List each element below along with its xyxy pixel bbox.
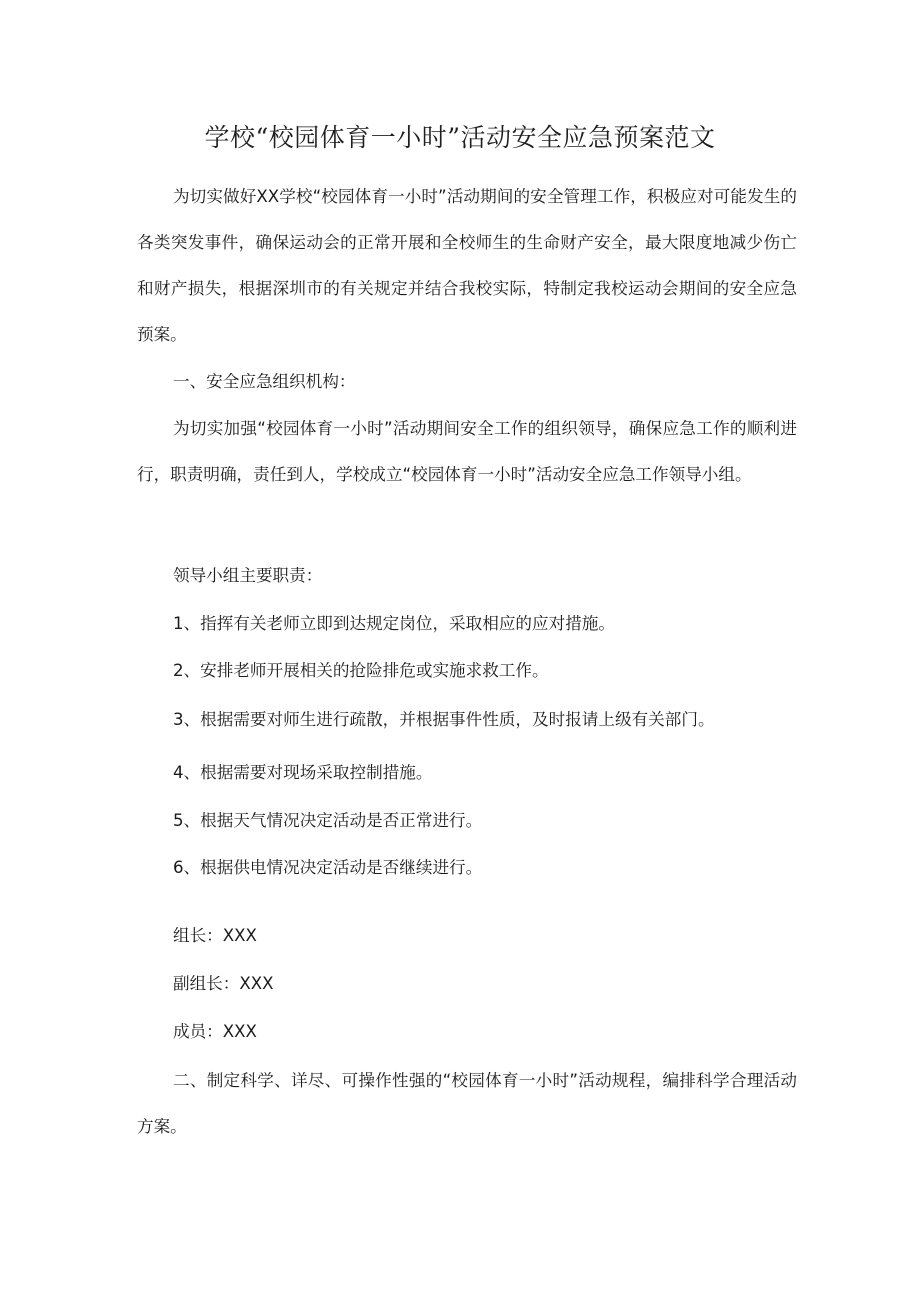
duty-item-4: 4、根据需要对现场采取控制措施。	[173, 763, 433, 782]
member-members: 成员：XXX	[173, 1022, 257, 1041]
section2-paragraph: 二、制定科学、详尽、可操作性强的“校园体育一小时”活动规程，编排科学合理活动方案。	[137, 1071, 797, 1136]
duty-item-3: 3、根据需要对师生进行疏散，并根据事件性质，及时报请上级有关部门。	[173, 710, 715, 729]
intro-paragraph: 为切实做好XX学校“校园体育一小时”活动期间的安全管理工作，积极应对可能发生的各类突发事件，确保运动会的正常开展和全校师生的生命财产安全，最大限度地减少伤亡和财产损失，根据深圳市的有关规定并结合我校实际，特制定我校运动会期间的安全应急预案。	[137, 187, 797, 344]
duties-heading: 领导小组主要职责：	[173, 566, 323, 585]
document-title: 学校“校园体育一小时”活动安全应急预案范文	[204, 123, 716, 152]
duty-item-2: 2、安排老师开展相关的抢险排危或实施求救工作。	[173, 661, 549, 680]
duty-item-5: 5、根据天气情况决定活动是否正常进行。	[173, 811, 483, 830]
member-leader: 组长：XXX	[173, 926, 257, 945]
member-deputy-leader: 副组长：XXX	[173, 974, 274, 993]
section1-heading: 一、安全应急组织机构：	[173, 372, 356, 391]
duty-item-6: 6、根据供电情况决定活动是否继续进行。	[173, 858, 483, 877]
duty-item-1: 1、指挥有关老师立即到达规定岗位，采取相应的应对措施。	[173, 614, 615, 633]
section1-paragraph: 为切实加强“校园体育一小时”活动期间安全工作的组织领导，确保应急工作的顺利进行，职责明确，责任到人，学校成立“校园体育一小时”活动安全应急工作领导小组。	[137, 419, 797, 484]
